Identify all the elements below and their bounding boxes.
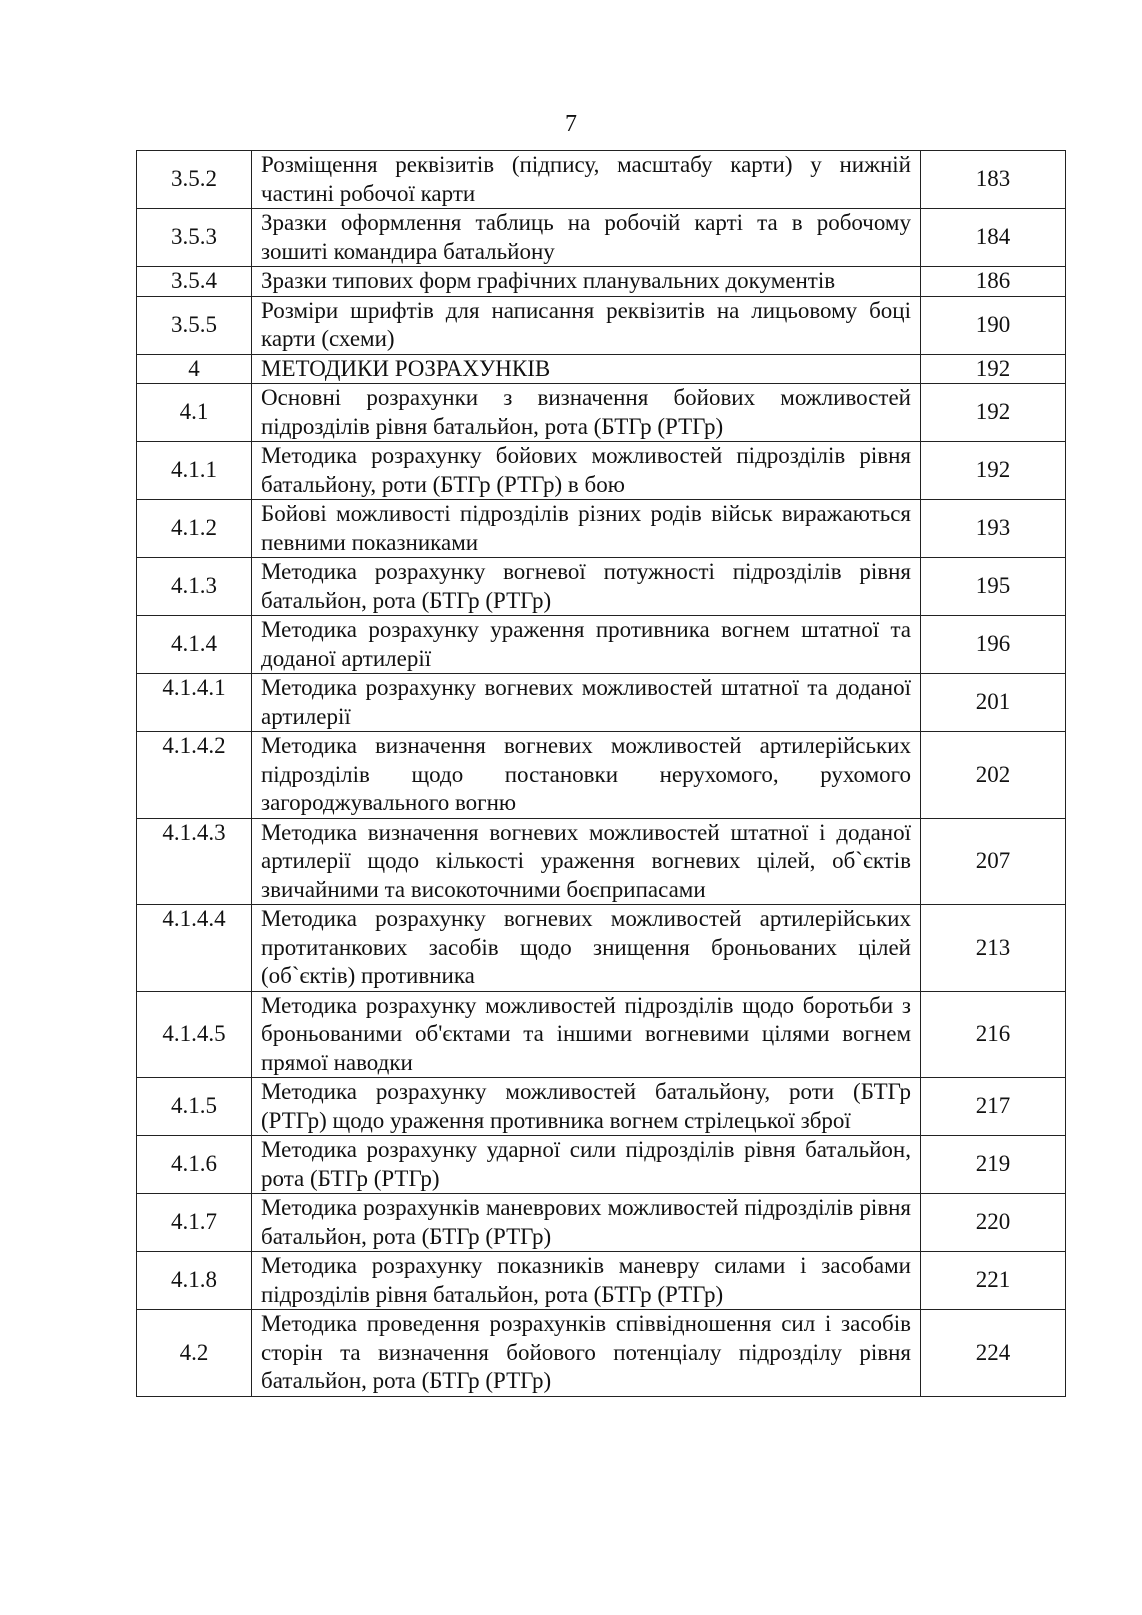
table-row bbox=[137, 267, 1066, 297]
section-number: 4.1.4.4 bbox=[137, 905, 252, 992]
section-page: 207 bbox=[921, 818, 1066, 905]
section-page: 192 bbox=[921, 384, 1066, 442]
page-number: 7 bbox=[565, 111, 577, 137]
table-row bbox=[137, 1252, 1066, 1310]
section-page: 213 bbox=[921, 905, 1066, 992]
section-page: 221 bbox=[921, 1252, 1066, 1310]
table-row bbox=[137, 991, 1066, 1078]
table-row bbox=[137, 1310, 1066, 1397]
table-row bbox=[137, 558, 1066, 616]
section-number: 4.1.7 bbox=[137, 1194, 252, 1252]
section-page: 224 bbox=[921, 1310, 1066, 1397]
section-number: 4.1.3 bbox=[137, 558, 252, 616]
section-title: Методика визначення вогневих можливостей штатної і доданої артилерії щодо кількості ураження вогневих цілей, об`єктів звичайними та високоточними боєприпасами bbox=[252, 818, 921, 905]
section-page: 217 bbox=[921, 1078, 1066, 1136]
section-number: 4.2 bbox=[137, 1310, 252, 1397]
section-page: 192 bbox=[921, 442, 1066, 500]
section-title: Методика розрахунку можливостей батальйону, роти (БТГр (РТГр) щодо ураження противника вогнем стрілецької зброї bbox=[252, 1078, 921, 1136]
section-number: 3.5.3 bbox=[137, 209, 252, 267]
section-page: 195 bbox=[921, 558, 1066, 616]
table-row bbox=[137, 354, 1066, 384]
section-page: 192 bbox=[921, 354, 1066, 384]
section-title: Методика розрахунку ураження противника вогнем штатної та доданої артилерії bbox=[252, 616, 921, 674]
table-row bbox=[137, 732, 1066, 819]
section-number: 4.1.2 bbox=[137, 500, 252, 558]
table-row bbox=[137, 442, 1066, 500]
section-title: Методика проведення розрахунків співвідношення сил і засобів сторін та визначення бойового потенціалу підрозділу рівня батальйон, рота (БТГр (РТГр) bbox=[252, 1310, 921, 1397]
section-page: 202 bbox=[921, 732, 1066, 819]
section-page: 196 bbox=[921, 616, 1066, 674]
section-title: Методика розрахунку вогневих можливостей артилерійських протитанкових засобів щодо знищення броньованих цілей (об`єктів) противника bbox=[252, 905, 921, 992]
table-row bbox=[137, 151, 1066, 209]
section-title: Розміри шрифтів для написання реквізитів на лицьовому боці карти (схеми) bbox=[252, 296, 921, 354]
section-number: 4.1.8 bbox=[137, 1252, 252, 1310]
section-title: Зразки оформлення таблиць на робочій карті та в робочому зошиті командира батальйону bbox=[252, 209, 921, 267]
table-row bbox=[137, 1078, 1066, 1136]
section-number: 4.1 bbox=[137, 384, 252, 442]
section-title: Методика визначення вогневих можливостей артилерійських підрозділів щодо постановки нерухомого, рухомого загороджувального вогню bbox=[252, 732, 921, 819]
section-title: Методика розрахунку можливостей підрозділів щодо боротьби з броньованими об'єктами та іншими вогневими цілями вогнем прямої наводки bbox=[252, 991, 921, 1078]
section-number: 4.1.4 bbox=[137, 616, 252, 674]
section-number: 3.5.5 bbox=[137, 296, 252, 354]
table-row bbox=[137, 1136, 1066, 1194]
table-row bbox=[137, 296, 1066, 354]
table-row bbox=[137, 905, 1066, 992]
section-title: Методика розрахунків маневрових можливостей підрозділів рівня батальйон, рота (БТГр (РТГр) bbox=[252, 1194, 921, 1252]
section-number: 4.1.4.2 bbox=[137, 732, 252, 819]
section-title: Методика розрахунку вогневої потужності підрозділів рівня батальйон, рота (БТГр (РТГр) bbox=[252, 558, 921, 616]
section-number: 4.1.1 bbox=[137, 442, 252, 500]
section-page: 186 bbox=[921, 267, 1066, 297]
section-title: Основні розрахунки з визначення бойових можливостей підрозділів рівня батальйон, рота (БТГр (РТГр) bbox=[252, 384, 921, 442]
section-page: 216 bbox=[921, 991, 1066, 1078]
section-page: 220 bbox=[921, 1194, 1066, 1252]
table-row bbox=[137, 1194, 1066, 1252]
section-page: 201 bbox=[921, 674, 1066, 732]
table-row bbox=[137, 674, 1066, 732]
section-number: 4 bbox=[137, 354, 252, 384]
section-page: 184 bbox=[921, 209, 1066, 267]
section-number: 4.1.6 bbox=[137, 1136, 252, 1194]
table-row bbox=[137, 818, 1066, 905]
section-page: 190 bbox=[921, 296, 1066, 354]
table-row bbox=[137, 384, 1066, 442]
table-row bbox=[137, 209, 1066, 267]
section-number: 4.1.4.1 bbox=[137, 674, 252, 732]
section-page: 183 bbox=[921, 151, 1066, 209]
section-page: 219 bbox=[921, 1136, 1066, 1194]
section-title: Розміщення реквізитів (підпису, масштабу карти) у нижній частині робочої карти bbox=[252, 151, 921, 209]
section-title: Бойові можливості підрозділів різних родів військ виражаються певними показниками bbox=[252, 500, 921, 558]
section-number: 3.5.4 bbox=[137, 267, 252, 297]
section-title: Методика розрахунку бойових можливостей підрозділів рівня батальйону, роти (БТГр (РТГр) в бою bbox=[252, 442, 921, 500]
section-number: 4.1.5 bbox=[137, 1078, 252, 1136]
section-title: Методика розрахунку вогневих можливостей штатної та доданої артилерії bbox=[252, 674, 921, 732]
table-row bbox=[137, 616, 1066, 674]
section-title: Методика розрахунку ударної сили підрозділів рівня батальйон, рота (БТГр (РТГр) bbox=[252, 1136, 921, 1194]
section-title: Методика розрахунку показників маневру силами і засобами підрозділів рівня батальйон, рота (БТГр (РТГр) bbox=[252, 1252, 921, 1310]
section-number: 4.1.4.3 bbox=[137, 818, 252, 905]
table-of-contents bbox=[136, 150, 1066, 1397]
table-row bbox=[137, 500, 1066, 558]
section-page: 193 bbox=[921, 500, 1066, 558]
section-number: 3.5.2 bbox=[137, 151, 252, 209]
section-number: 4.1.4.5 bbox=[137, 991, 252, 1078]
section-title: Зразки типових форм графічних планувальних документів bbox=[252, 267, 921, 297]
section-title: МЕТОДИКИ РОЗРАХУНКІВ bbox=[252, 354, 921, 384]
